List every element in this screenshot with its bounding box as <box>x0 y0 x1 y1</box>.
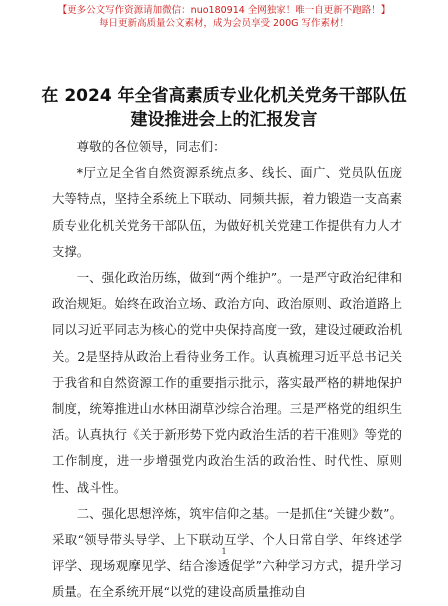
document-title <box>30 84 418 132</box>
paragraph-section-1: 一、强化政治历练，做到“两个维护”。一是严守政治纪律和政治规矩。始终在政治立场、政治方向、政治原则、政治道路上同以习近平同志为核心的党中央保持高度一致，建设过硬政治机关。2是坚持从政治上看待业务工作。认真梳理习近平总书记关于我省和自然资源工作的重要指示批示，落实最严格的耕地保护制度，统筹推进山水林田湖草沙综合治理。三是严格党的组织生活。认真执行《关于新形势下党内政治生活的若干准则》等党的工作制度，进一步增强党内政治生活的政治性、时代性、原则性、战斗性。 <box>52 270 402 495</box>
promo-banner-line-2: 每日更新高质量公文素材，成为会员享受 200G 写作素材！ <box>98 18 350 29</box>
salutation: 尊敬的各位领导，同志们： <box>76 139 226 154</box>
paragraph-intro: *厅立足全省自然资源系统点多、线长、面广、党员队伍庞大等特点，坚持全系统上下联动、同频共振，着力锻造一支高素质专业化机关党务干部队伍，为做好机关党建工作提供有力人才支撑。 <box>52 165 402 259</box>
promo-banner <box>0 4 448 30</box>
promo-banner-line-1: 【更多公文写作资源请加微信：nuo180914 全网独家！唯一自更新不跑路！】 <box>57 5 391 16</box>
document-title-line-2: 建设推进会上的汇报发言 <box>130 110 318 130</box>
document-body <box>52 134 402 606</box>
page-number: 1 <box>221 547 227 556</box>
document-title-line-1: 在 2024 年全省高素质专业化机关党务干部队伍 <box>41 86 407 106</box>
paragraph-section-2: 二、强化思想淬炼，筑牢信仰之基。一是抓住“关键少数”。采取“领导带头导学、上下联动互学、个人日常自学、年终述学评学、现场观摩见学、结合渗透促学”六种学习方式，提升学习质量。在全系统开展“以党的建设高质量推动自 <box>52 505 402 600</box>
